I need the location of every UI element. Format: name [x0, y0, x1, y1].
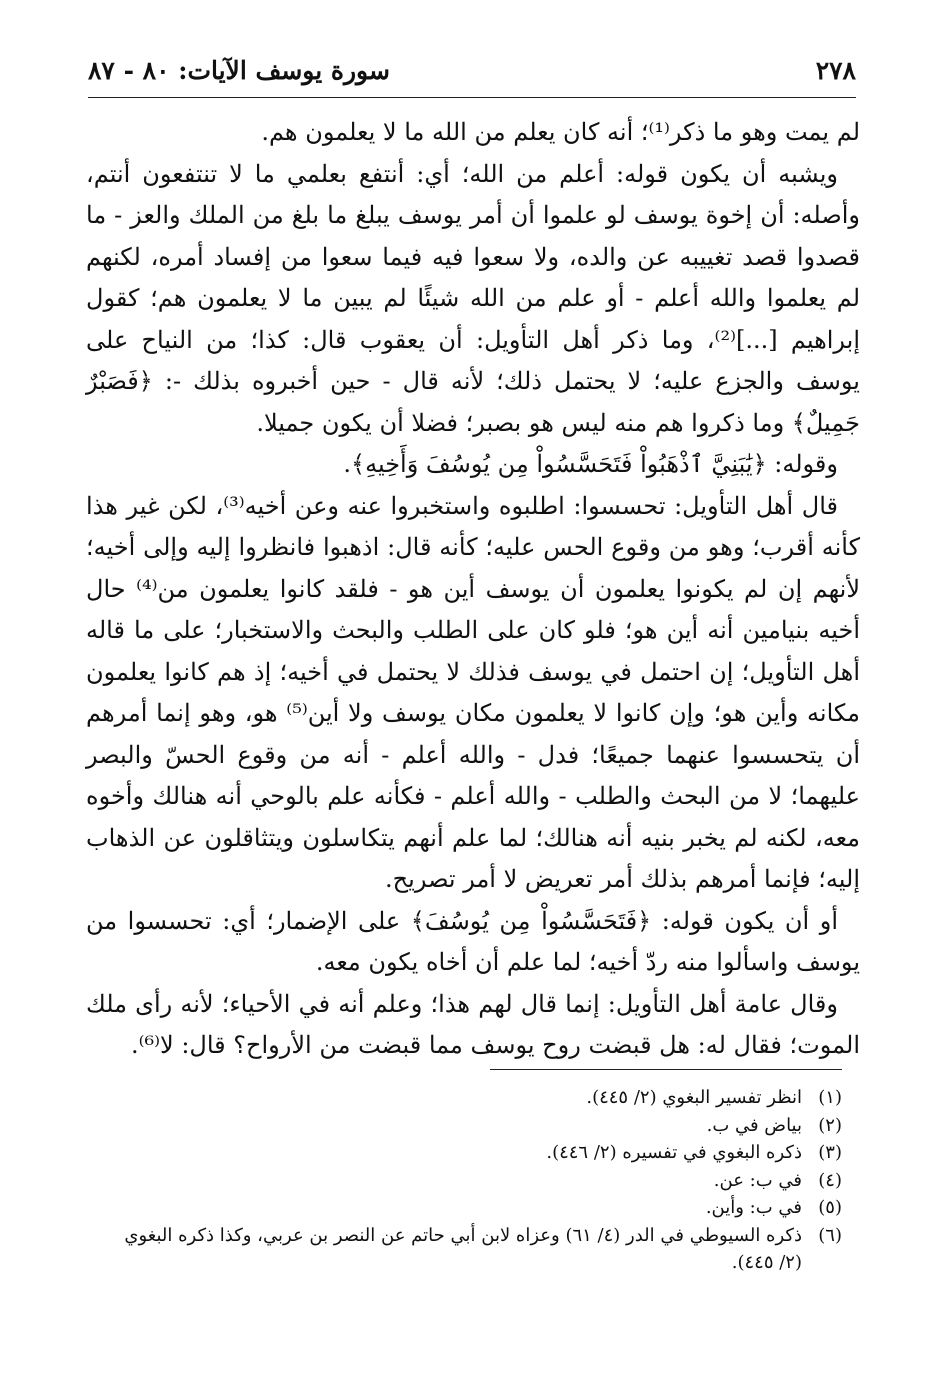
paragraph: لم يمت وهو ما ذكر⁽¹⁾؛ أنه كان يعلم من الله ما لا يعلمون هم. — [261, 118, 860, 146]
footnote-number: (٥) — [818, 1197, 842, 1218]
footnote-text: ذكره البغوي في تفسيره (٢/ ٤٤٦). — [546, 1142, 802, 1163]
footnote-divider — [490, 1069, 842, 1070]
footnote — [112, 1167, 842, 1195]
page-header — [88, 52, 856, 98]
footnote-text: في ب: وأين. — [705, 1197, 802, 1218]
footnote-number: (٤) — [818, 1169, 842, 1191]
footnote — [112, 1222, 842, 1277]
paragraph: وقال عامة أهل التأويل: إنما قال لهم هذا؛ وعلم أنه في الأحياء؛ لأنه رأى ملك الموت؛ فقال له: هل قبضت روح يوسف مما قبضت من الأرواح؟ قال: لا⁽⁶⁾. — [86, 989, 860, 1059]
page-number: ٢٧٨ — [815, 56, 856, 85]
paragraph: أو أن يكون قوله: ﴿فَتَحَسَّسُواْ مِن يُوسُفَ﴾ على الإضمار؛ أي: تحسسوا من يوسف واسألوا منه ردّ أخيه؛ لما علم أن أخاه يكون معه. — [86, 906, 860, 976]
footnote — [112, 1139, 842, 1167]
paragraph: ويشبه أن يكون قوله: أعلم من الله؛ أي: أنتفع بعلمي ما لا تنتفعون أنتم، وأصله: أن إخوة يوسف لو علموا أن أمر يوسف يبلغ ما بلغ من الملك والعز - ما قصدوا قصد تغييبه عن والده، ولا سعوا فيه فيما سعوا من إفساد أمره، لكنهم لم يعلموا والله أعلم - أو علم من الله شيئًا لم يبين ما لا يعلمون هم؛ كقول إبراهيم [...]⁽²⁾، وما ذكر أهل التأويل: أن يعقوب قال: كذا؛ من النياح على يوسف والجزع عليه؛ لا يحتمل ذلك؛ لأنه قال - حين أخبروه بذلك -: ﴿فَصَبْرٌ جَمِيلٌ﴾ وما ذكروا هم منه ليس هو بصبر؛ فضلا أن يكون جميلا. — [86, 159, 861, 437]
footnotes — [112, 1084, 842, 1277]
footnote — [112, 1084, 842, 1112]
footnote-text: بياض في ب. — [706, 1114, 802, 1136]
footnote-text: ذكره السيوطي في الدر (٤/ ٦١) وعزاه لابن أبي حاتم عن النصر بن عربي، وكذا ذكره البغوي (٢/ ٤٤٥). — [124, 1224, 802, 1273]
footnote — [112, 1112, 842, 1140]
paragraph: وقوله: ﴿يَٰبَنِيَّ ٱذْهَبُواْ فَتَحَسَّسُواْ مِن يُوسُفَ وَأَخِيهِ﴾. — [343, 450, 838, 478]
main-text — [86, 112, 860, 1067]
paragraph: قال أهل التأويل: تحسسوا: اطلبوه واستخبروا عنه وعن أخيه⁽³⁾، لكن غير هذا كأنه أقرب؛ وهو من وقوع الحس عليه؛ كأنه قال: اذهبوا فانظروا إليه وإلى أخيه؛ لأنهم إن لم يكونوا يعلمون أن يوسف أين هو - فلقد كانوا يعلمون من⁽⁴⁾ حال أخيه بنيامين أنه أين هو؛ فلو كان على الطلب والبحث والاستخبار؛ على ما قاله أهل التأويل؛ إن احتمل في يوسف فذلك لا يحتمل في أخيه؛ إذ هم كانوا يعلمون مكانه وأين هو؛ وإن كانوا لا يعلمون مكان يوسف ولا أين⁽⁵⁾ هو، وهو إنما أمرهم أن يتحسسوا عنهما جميعًا؛ فدل - والله أعلم - أنه من وقوع الحسّ والبصر عليهما؛ لا من البحث والطلب - والله أعلم - فكأنه علم بالوحي أنه هنالك وأخوه معه، لكنه لم يخبر بنيه أنه هنالك؛ لما علم أنهم يتكاسلون ويتثاقلون عن الذهاب إليه؛ فإنما أمرهم بذلك أمر تعريض لا أمر تصريح. — [86, 491, 861, 893]
footnote-number: (٢) — [818, 1114, 842, 1136]
footnote-number: (٦) — [818, 1224, 842, 1246]
footnote-text: في ب: عن. — [713, 1169, 802, 1191]
running-title: سورة يوسف الآيات: ٨٠ - ٨٧ — [88, 56, 390, 85]
footnote-number: (٣) — [818, 1142, 842, 1163]
footnote-text: انظر تفسير البغوي (٢/ ٤٤٥). — [586, 1087, 802, 1108]
footnote-number: (١) — [818, 1087, 842, 1108]
header-divider — [88, 97, 856, 98]
footnote — [112, 1194, 842, 1222]
